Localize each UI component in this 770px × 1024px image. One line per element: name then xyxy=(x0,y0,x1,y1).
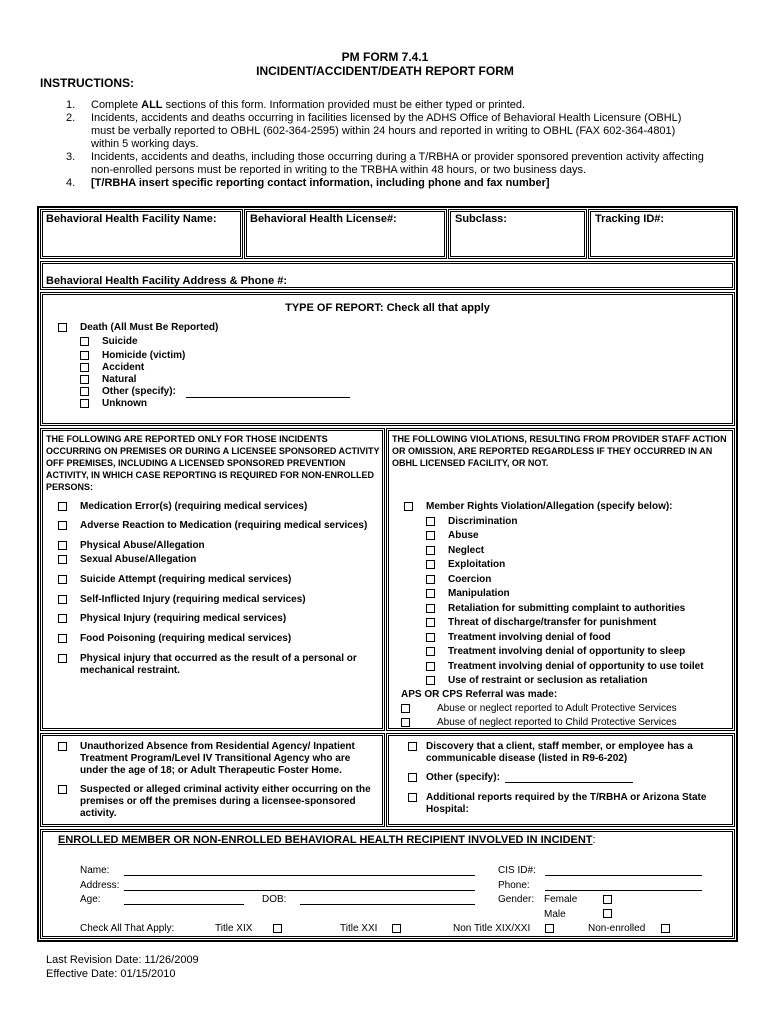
criminal-activity-checkbox[interactable] xyxy=(58,785,67,794)
non-title-label: Non Title XIX/XXI xyxy=(453,923,531,934)
form-title: INCIDENT/ACCIDENT/DEATH REPORT FORM xyxy=(256,64,514,78)
suicide-attempt-checkbox[interactable] xyxy=(58,575,67,584)
referral-item: Abuse of neglect reported to Child Protective Services xyxy=(437,717,677,728)
incident-item: Sexual Abuse/Allegation xyxy=(80,554,197,565)
instruction-item: 2. Incidents, accidents and deaths occurring in facilities licensed by the ADHS Office of Behavioral Health Licensure (OBHL) must be verbally reported to OBHL (602-364-2595) within 24 hours and reported in writing to OBHL (FAX 602-364-4801) within 5 working days. xyxy=(66,112,682,150)
dob-input[interactable] xyxy=(300,904,475,905)
death-checkbox[interactable] xyxy=(58,323,67,332)
title-xix-label: Title XIX xyxy=(215,923,253,934)
rights-checkbox[interactable] xyxy=(426,676,435,685)
suicide-checkbox[interactable] xyxy=(80,337,89,346)
cis-input[interactable] xyxy=(545,875,702,876)
rights-item: Threat of discharge/transfer for punishment xyxy=(448,617,657,628)
rights-item: Treatment involving denial of opportunity to use toilet xyxy=(448,661,704,672)
form-number: PM FORM 7.4.1 xyxy=(341,50,429,64)
license-label: Behavioral Health License#: xyxy=(250,213,397,225)
rights-item: Retaliation for submitting complaint to authorities xyxy=(448,603,686,614)
death-option: Other (specify): xyxy=(102,386,176,397)
cis-label: CIS ID#: xyxy=(498,865,536,876)
sexual-abuse-checkbox[interactable] xyxy=(58,555,67,564)
rights-checkbox[interactable] xyxy=(426,546,435,555)
death-option: Homicide (victim) xyxy=(102,350,186,361)
female-label: Female xyxy=(544,894,578,905)
natural-checkbox[interactable] xyxy=(80,375,89,384)
revision-date: Last Revision Date: 11/26/2009 xyxy=(46,954,199,966)
accident-checkbox[interactable] xyxy=(80,363,89,372)
rights-violation-label: Member Rights Violation/Allegation (specify below): xyxy=(426,501,673,512)
incident-item: Self-Inflicted Injury (requiring medical services) xyxy=(80,594,306,605)
address-input[interactable] xyxy=(124,890,475,891)
adverse-reaction-checkbox[interactable] xyxy=(58,521,67,530)
instruction-item: 3. Incidents, accidents and deaths, including those occurring during a T/RBHA or provider sponsored prevention activity affecting non-enrolled persons must be reported in writing to the TRBHA within 48 hours, or two business days. xyxy=(66,151,704,176)
referral-item: Abuse or neglect reported to Adult Protective Services xyxy=(437,703,677,714)
rights-item: Abuse xyxy=(448,530,479,541)
unknown-checkbox[interactable] xyxy=(80,399,89,408)
name-input[interactable] xyxy=(124,875,475,876)
restraint-injury-checkbox[interactable] xyxy=(58,654,67,663)
name-label: Name: xyxy=(80,865,110,876)
rights-checkbox[interactable] xyxy=(426,633,435,642)
non-title-checkbox[interactable] xyxy=(545,924,554,933)
rights-checkbox[interactable] xyxy=(426,531,435,540)
effective-date: Effective Date: 01/15/2010 xyxy=(46,968,176,980)
incident-item: Food Poisoning (requiring medical services) xyxy=(80,633,292,644)
rights-item: Coercion xyxy=(448,574,492,585)
right-column-heading: THE FOLLOWING VIOLATIONS, RESULTING FROM PROVIDER STAFF ACTION OR OMISSION, ARE REPORTED REGARDLESS IF THEY OCCURRED IN AN OBHL LICENSED FACILITY, OR NOT. xyxy=(392,434,727,468)
unauthorized-absence-checkbox[interactable] xyxy=(58,742,67,751)
additional-reports-checkbox[interactable] xyxy=(408,793,417,802)
rights-item: Use of restraint or seclusion as retaliation xyxy=(448,675,648,686)
phone-label: Phone: xyxy=(498,880,530,891)
self-injury-checkbox[interactable] xyxy=(58,595,67,604)
report-type-title: TYPE OF REPORT: Check all that apply xyxy=(285,302,490,314)
homicide-checkbox[interactable] xyxy=(80,351,89,360)
member-section-title: ENROLLED MEMBER OR NON-ENROLLED BEHAVIORAL HEALTH RECIPIENT INVOLVED IN INCIDENT: xyxy=(58,834,596,846)
rights-checkbox[interactable] xyxy=(426,618,435,627)
death-option: Accident xyxy=(102,362,145,373)
male-label: Male xyxy=(544,909,566,920)
instructions-list xyxy=(66,99,706,190)
rights-checkbox[interactable] xyxy=(426,662,435,671)
referral-label: APS OR CPS Referral was made: xyxy=(401,689,558,700)
incident-item: Medication Error(s) (requiring medical services) xyxy=(80,501,308,512)
rights-checkbox[interactable] xyxy=(426,604,435,613)
incident-item: Physical Abuse/Allegation xyxy=(80,540,205,551)
phone-input[interactable] xyxy=(545,890,702,891)
gender-label: Gender: xyxy=(498,894,535,905)
death-option: Suicide xyxy=(102,336,138,347)
rights-checkbox[interactable] xyxy=(426,575,435,584)
incident-item: Suicide Attempt (requiring medical services) xyxy=(80,574,292,585)
rights-checkbox[interactable] xyxy=(426,517,435,526)
age-label: Age: xyxy=(80,894,101,905)
age-input[interactable] xyxy=(124,904,244,905)
lower-left-item: Suspected or alleged criminal activity either occurring on the premises or off the premises during a licensee-sponsored activity. xyxy=(80,784,371,819)
female-checkbox[interactable] xyxy=(603,895,612,904)
title-xxi-checkbox[interactable] xyxy=(392,924,401,933)
non-enrolled-label: Non-enrolled xyxy=(588,923,646,934)
other-death-input[interactable] xyxy=(186,397,350,398)
medication-error-checkbox[interactable] xyxy=(58,502,67,511)
rights-checkbox[interactable] xyxy=(426,647,435,656)
incident-item: Physical Injury (requiring medical services) xyxy=(80,613,287,624)
address-label: Address: xyxy=(80,880,120,891)
discovery-label: Discovery that a client, staff member, or employee has a communicable disease (listed in R9-6-202) xyxy=(426,741,693,764)
check-all-label: Check All That Apply: xyxy=(80,923,175,934)
rights-checkbox[interactable] xyxy=(426,589,435,598)
physical-injury-checkbox[interactable] xyxy=(58,614,67,623)
instruction-item: 1. Complete ALL sections of this form. Information provided must be either typed or printed. xyxy=(66,99,526,111)
cps-checkbox[interactable] xyxy=(401,718,410,727)
subclass-label: Subclass: xyxy=(455,213,507,225)
rights-item: Neglect xyxy=(448,545,485,556)
death-option: Unknown xyxy=(102,398,147,409)
facility-address-label: Behavioral Health Facility Address & Phone #: xyxy=(46,275,288,287)
death-label: Death (All Must Be Reported) xyxy=(80,322,219,333)
facility-name-label: Behavioral Health Facility Name: xyxy=(46,213,217,225)
dob-label: DOB: xyxy=(262,894,287,905)
incident-item: Physical injury that occurred as the result of a personal or mechanical restraint. xyxy=(80,653,357,676)
rights-checkbox[interactable] xyxy=(426,560,435,569)
rights-item: Treatment involving denial of food xyxy=(448,632,611,643)
instructions-title: INSTRUCTIONS: xyxy=(40,76,134,90)
rights-item: Discrimination xyxy=(448,516,518,527)
additional-reports-label: Additional reports required by the T/RBHA or Arizona State Hospital: xyxy=(426,792,707,815)
lower-left-item: Unauthorized Absence from Residential Agency/ Inpatient Treatment Program/Level IV Transitional Agency who are under the age of 18; or Adult Therapeutic Foster Home. xyxy=(80,741,355,776)
instruction-item: 4. [T/RBHA insert specific reporting contact information, including phone and fax number] xyxy=(66,177,550,189)
rights-item: Exploitation xyxy=(448,559,506,570)
other-specify-checkbox[interactable] xyxy=(408,773,417,782)
rights-item: Manipulation xyxy=(448,588,510,599)
incident-item: Adverse Reaction to Medication (requiring medical services) xyxy=(80,520,368,531)
rights-violation-checkbox[interactable] xyxy=(404,502,413,511)
tracking-label: Tracking ID#: xyxy=(595,213,665,225)
non-enrolled-checkbox[interactable] xyxy=(661,924,670,933)
physical-abuse-checkbox[interactable] xyxy=(58,541,67,550)
other-specify-input[interactable] xyxy=(505,782,633,783)
male-checkbox[interactable] xyxy=(603,909,612,918)
food-poisoning-checkbox[interactable] xyxy=(58,634,67,643)
left-column-heading: THE FOLLOWING ARE REPORTED ONLY FOR THOSE INCIDENTS OCCURRING ON PREMISES OR DURING A LICENSEE SPONSORED ACTIVITY OFF PREMISES, INCLUDING A LICENSED SPONSORED PREVENTION ACTIVITY, IN WHICH CASE REPORTING IS REQUIRED FOR NON-ENROLLED PERSONS: xyxy=(46,434,380,492)
other-death-checkbox[interactable] xyxy=(80,387,89,396)
rights-item: Treatment involving denial of opportunity to sleep xyxy=(448,646,686,657)
other-specify-label: Other (specify): xyxy=(426,772,500,783)
title-xxi-label: Title XXI xyxy=(340,923,378,934)
communicable-disease-checkbox[interactable] xyxy=(408,742,417,751)
title-xix-checkbox[interactable] xyxy=(273,924,282,933)
death-option: Natural xyxy=(102,374,137,385)
aps-checkbox[interactable] xyxy=(401,704,410,713)
